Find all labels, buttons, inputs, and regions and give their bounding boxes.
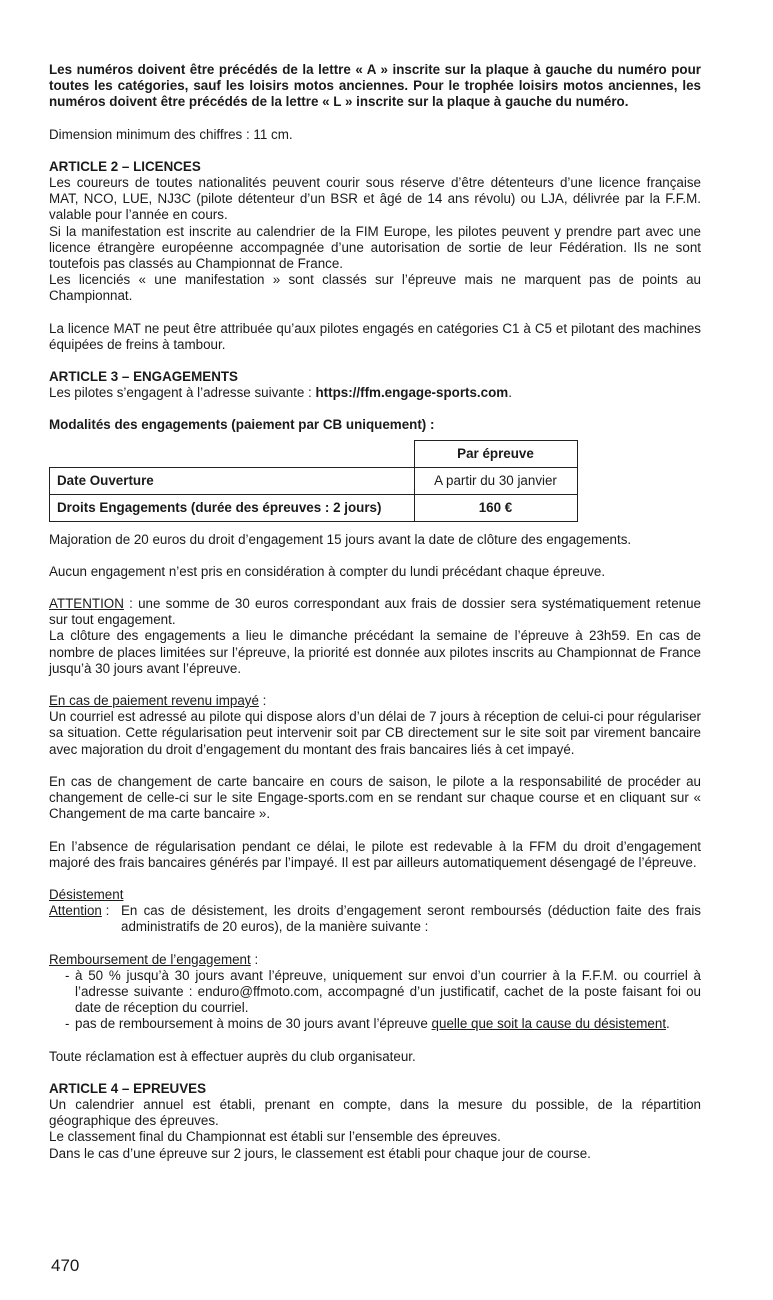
article3-title-text: ARTICLE 3 – ENGAGEMENTS xyxy=(49,369,238,385)
reclamation-text: Toute réclamation est à effectuer auprès du club organisateur. xyxy=(49,1048,416,1064)
header-text: Par épreuve xyxy=(457,445,534,461)
dimension-text: Dimension minimum des chiffres : 11 cm. xyxy=(49,126,293,142)
modalites-text: Modalités des engagements (paiement par CB uniquement) : xyxy=(49,417,435,433)
article2-p1: Les coureurs de toutes nationalités peuvent courir sous réserve d’être détenteurs d’une licence française MAT, NCO, LUE, NJ3C (pilote détenteur d’un BSR et âgé de 14 ans révolu) ou LJA, délivrée par la F.F.M. valable pour l’année en cours. xyxy=(49,175,701,223)
engage-url: https://ffm.engage-sports.com xyxy=(315,385,509,401)
article4-p2: Le classement final du Championnat est établi sur l’ensemble des épreuves. xyxy=(49,1129,501,1145)
desistement-colon: : xyxy=(101,903,110,919)
modalites-heading xyxy=(49,417,701,433)
absence-text: En l’absence de régularisation pendant ce délai, le pilote est redevable à la FFM du droit d’engagement majoré des frais bancaires générés par l’impayé. Il est par ailleurs automatiquement désengagé de l’épreuve. xyxy=(49,838,701,870)
table-header-row xyxy=(50,440,578,467)
row1-value-cell: A partir du 30 janvier xyxy=(414,467,577,494)
item2-underlined: quelle que soit la cause du désistement xyxy=(431,1016,667,1032)
row2-value: 160 € xyxy=(478,499,513,515)
article2-p3: Les licenciés « une manifestation » sont classés sur l’épreuve mais ne marquent pas de points au Championnat. xyxy=(49,272,701,304)
attention-label: ATTENTION xyxy=(49,596,124,612)
intro-paragraph xyxy=(49,62,701,111)
desistement-block xyxy=(49,903,701,935)
article2-p4: La licence MAT ne peut être attribuée qu’aux pilotes engagés en catégories C1 à C5 et pilotant des machines équipées de freins à tambour. xyxy=(49,320,701,352)
article4-title xyxy=(49,1081,701,1097)
article4-p1: Un calendrier annuel est établi, prenant en compte, dans la mesure du possible, de la répartition géographique des épreuves. xyxy=(49,1096,701,1129)
table-header-cell xyxy=(414,440,577,467)
item2-suffix: . xyxy=(666,1016,670,1032)
list-item: - à 50 % jusqu’à 30 jours avant l’épreuve, uniquement sur envoi d’un courrier à la F.F.M. ou courriel à l’adresse suivante : enduro@ffmoto.com, accompagné d’un justificatif, cachet de la poste faisant foi ou date de réception du courriel. xyxy=(59,968,701,1017)
remboursement-colon: : xyxy=(250,951,259,967)
row2-label: Droits Engagements (durée des épreuves : 2 jours) xyxy=(57,499,382,515)
carte-text: En cas de changement de carte bancaire en cours de saison, le pilote a la responsabilité de procéder au changement de celle-ci sur le site Engage-sports.com en se rendant sur chaque course et en cliquant sur « Changement de ma carte bancaire ». xyxy=(49,773,701,822)
remboursement-label: Remboursement de l’engagement xyxy=(49,951,251,967)
table-row xyxy=(50,467,578,494)
row2-label-cell xyxy=(50,494,415,521)
table-empty-cell xyxy=(50,440,415,467)
impaye-text: Un courriel est adressé au pilote qui dispose alors d’un délai de 7 jours à réception de celui-ci pour régulariser sa situation. Cette régularisation peut intervenir soit par CB directement sur le site soit par virement bancaire avec majoration du droit d’engagement du montant des frais bancaires liés à cet impayé. xyxy=(49,709,701,757)
page-number: 470 xyxy=(51,1256,80,1275)
attention-text: : une somme de 30 euros correspondant aux frais de dossier sera systématiquement retenue sur tout engagement. xyxy=(49,596,701,628)
item2-prefix: pas de remboursement à moins de 30 jours avant l’épreuve xyxy=(75,1016,432,1032)
table-row xyxy=(50,494,578,521)
majoration-text: Majoration de 20 euros du droit d’engagement 15 jours avant la date de clôture des engagements. xyxy=(49,531,632,547)
desistement-title-text: Désistement xyxy=(49,886,124,902)
intro-bold-text: Les numéros doivent être précédés de la lettre « A » inscrite sur la plaque à gauche du numéro pour toutes les catégories, sauf les loisirs motos anciennes. Pour le trophée loisirs motos anciennes, les numéros doivent être précédés de la lettre « L » inscrite sur la plaque à gauche du numéro. xyxy=(49,62,701,110)
article3-title xyxy=(49,369,701,385)
remboursement-heading xyxy=(49,952,701,968)
desistement-title xyxy=(49,887,701,903)
impaye-colon: : xyxy=(258,693,267,709)
address-suffix: . xyxy=(508,385,512,401)
desistement-label: Attention xyxy=(49,903,102,919)
article2-title xyxy=(49,159,701,175)
cloture-text: La clôture des engagements a lieu le dimanche précédant la semaine de l’épreuve à 23h59. En cas de nombre de places limitées sur l’épreuve, la priorité est donnée aux pilotes inscrits au Championnat de France jusqu’à 30 jours avant l’épreuve. xyxy=(49,628,701,676)
fees-table xyxy=(49,440,578,522)
row1-label: Date Ouverture xyxy=(57,472,154,488)
impaye-label: En cas de paiement revenu impayé xyxy=(49,693,259,709)
row1-label-cell xyxy=(50,467,415,494)
impaye-heading xyxy=(49,693,701,709)
article4-p3: Dans le cas d’une épreuve sur 2 jours, le classement est établi pour chaque jour de course. xyxy=(49,1145,591,1161)
article4-title-text: ARTICLE 4 – EPREUVES xyxy=(49,1080,207,1096)
article2-p2: Si la manifestation est inscrite au calendrier de la FIM Europe, les pilotes peuvent y prendre part avec une licence étrangère européenne accompagnée d’une autorisation de sortie de leur Fédération. Ils ne sont toutefois pas classés au Championnat de France. xyxy=(49,223,701,272)
article3-address xyxy=(49,385,701,401)
main-column xyxy=(49,62,701,1162)
remboursement-list xyxy=(49,968,701,1033)
list-item xyxy=(59,1016,701,1032)
row2-value-cell xyxy=(414,494,577,521)
attention-paragraph xyxy=(49,596,701,628)
article2-title-text: ARTICLE 2 – LICENCES xyxy=(49,158,201,174)
desistement-text: En cas de désistement, les droits d’engagement seront remboursés (déduction faite des frais administratifs de 20 euros), de la manière suivante : xyxy=(121,903,701,935)
address-prefix: Les pilotes s’engagent à l’adresse suivante : xyxy=(49,385,316,401)
desistement-label-wrap xyxy=(49,903,121,935)
aucun-text: Aucun engagement n’est pris en considération à compter du lundi précédant chaque épreuve. xyxy=(49,563,606,579)
